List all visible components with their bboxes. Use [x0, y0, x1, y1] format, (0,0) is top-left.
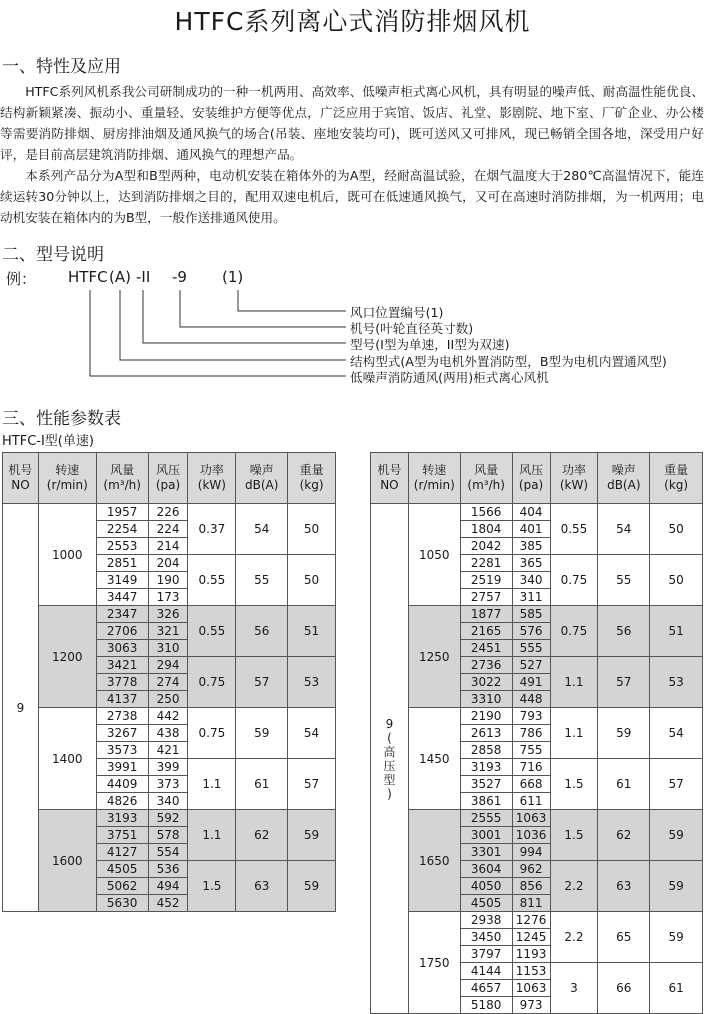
airflow-cell: 3193 — [96, 810, 148, 827]
airflow-cell: 2757 — [460, 589, 512, 606]
power-cell: 0.75 — [188, 657, 236, 708]
airflow-cell: 3991 — [96, 759, 148, 776]
airflow-cell: 2938 — [460, 912, 512, 929]
pressure-cell: 536 — [148, 861, 188, 878]
noise-cell: 55 — [598, 555, 650, 606]
pressure-cell: 554 — [148, 844, 188, 861]
table-row — [371, 810, 703, 827]
pressure-cell: 1036 — [512, 827, 550, 844]
machine-number-cell: 9 — [3, 504, 39, 912]
airflow-cell: 3447 — [96, 589, 148, 606]
performance-table-left — [2, 452, 336, 912]
airflow-cell: 3604 — [460, 861, 512, 878]
section-heading-model: 二、型号说明 — [2, 245, 104, 265]
table-row — [371, 912, 703, 929]
speed-cell: 1000 — [38, 504, 96, 606]
weight-cell: 59 — [650, 912, 703, 963]
power-cell: 1.1 — [550, 708, 598, 759]
pressure-cell: 399 — [148, 759, 188, 776]
power-cell: 0.55 — [550, 504, 598, 555]
pressure-cell: 452 — [148, 895, 188, 912]
airflow-cell: 4505 — [460, 895, 512, 912]
airflow-cell: 3149 — [96, 572, 148, 589]
airflow-cell: 2451 — [460, 640, 512, 657]
airflow-cell: 2347 — [96, 606, 148, 623]
pressure-cell: 321 — [148, 623, 188, 640]
table-row — [3, 606, 336, 623]
speed-cell: 1250 — [408, 606, 460, 708]
pressure-cell: 204 — [148, 555, 188, 572]
pressure-cell: 224 — [148, 521, 188, 538]
features-paragraph-2: 本系列产品分为A型和B型两种，电动机安装在箱体外的为A型，经耐高温试验，在烟气温度大于280℃高温情况下，能连续运转30分钟以上，达到消防排烟之目的，配用双速电机后，既可在低速通风换气，又可在高速时消防排烟，为一机两用；电动机安装在箱体内的为B型，一般作送排通风使用。 — [0, 168, 704, 225]
pressure-cell: 365 — [512, 555, 550, 572]
weight-cell: 54 — [650, 708, 703, 759]
model-part-outlet: (1) — [222, 268, 244, 286]
noise-cell: 56 — [598, 606, 650, 657]
weight-cell: 59 — [650, 861, 703, 912]
pressure-cell: 438 — [148, 725, 188, 742]
power-cell: 1.5 — [550, 759, 598, 810]
section-heading-performance: 三、性能参数表 — [2, 409, 121, 429]
legend-fan-number: 机号(叶轮直径英寸数) — [350, 321, 474, 336]
pressure-cell: 962 — [512, 861, 550, 878]
power-cell: 0.37 — [188, 504, 236, 555]
weight-cell: 53 — [650, 657, 703, 708]
weight-cell: 51 — [650, 606, 703, 657]
airflow-cell: 2519 — [460, 572, 512, 589]
column-header: 风量 (m³/h) — [96, 453, 148, 504]
noise-cell: 62 — [236, 810, 288, 861]
weight-cell: 59 — [650, 810, 703, 861]
airflow-cell: 3778 — [96, 674, 148, 691]
airflow-cell: 3421 — [96, 657, 148, 674]
pressure-cell: 578 — [148, 827, 188, 844]
airflow-cell: 3193 — [460, 759, 512, 776]
pressure-cell: 1063 — [512, 810, 550, 827]
airflow-cell: 4050 — [460, 878, 512, 895]
weight-cell: 57 — [288, 759, 336, 810]
noise-cell: 59 — [236, 708, 288, 759]
airflow-cell: 2851 — [96, 555, 148, 572]
airflow-cell: 3751 — [96, 827, 148, 844]
airflow-cell: 3797 — [460, 946, 512, 963]
airflow-cell: 1877 — [460, 606, 512, 623]
noise-cell: 63 — [236, 861, 288, 912]
airflow-cell: 5180 — [460, 997, 512, 1014]
power-cell: 0.55 — [188, 606, 236, 657]
speed-cell: 1650 — [408, 810, 460, 912]
noise-cell: 63 — [598, 861, 650, 912]
pressure-cell: 555 — [512, 640, 550, 657]
table-subtitle: HTFC-I型(单速) — [2, 434, 94, 449]
model-part-series: HTFC — [68, 268, 108, 286]
noise-cell: 62 — [598, 810, 650, 861]
noise-cell: 66 — [598, 963, 650, 1014]
pressure-cell: 527 — [512, 657, 550, 674]
noise-cell: 54 — [236, 504, 288, 555]
pressure-cell: 1153 — [512, 963, 550, 980]
weight-cell: 50 — [650, 555, 703, 606]
airflow-cell: 5062 — [96, 878, 148, 895]
airflow-cell: 3573 — [96, 742, 148, 759]
pressure-cell: 1276 — [512, 912, 550, 929]
speed-cell: 1750 — [408, 912, 460, 1014]
power-cell: 0.75 — [550, 606, 598, 657]
airflow-cell: 4409 — [96, 776, 148, 793]
table-row — [3, 504, 336, 521]
table-row — [3, 810, 336, 827]
pressure-cell: 385 — [512, 538, 550, 555]
airflow-cell: 1804 — [460, 521, 512, 538]
power-cell: 1.5 — [188, 861, 236, 912]
airflow-cell: 4137 — [96, 691, 148, 708]
table-row — [371, 606, 703, 623]
airflow-cell: 3450 — [460, 929, 512, 946]
column-header: 噪声 dB(A) — [598, 453, 650, 504]
airflow-cell: 3063 — [96, 640, 148, 657]
model-part-type: -II — [136, 268, 151, 286]
column-header: 风量 (m³/h) — [460, 453, 512, 504]
pressure-cell: 442 — [148, 708, 188, 725]
airflow-cell: 3267 — [96, 725, 148, 742]
airflow-cell: 2706 — [96, 623, 148, 640]
noise-cell: 59 — [598, 708, 650, 759]
weight-cell: 50 — [650, 504, 703, 555]
power-cell: 0.75 — [188, 708, 236, 759]
pressure-cell: 326 — [148, 606, 188, 623]
airflow-cell: 2553 — [96, 538, 148, 555]
weight-cell: 53 — [288, 657, 336, 708]
pressure-cell: 973 — [512, 997, 550, 1014]
legend-structure-form: 结构型式(A型为电机外置消防型，B型为电机内置通风型) — [350, 354, 667, 369]
pressure-cell: 592 — [148, 810, 188, 827]
column-header: 功率 (kW) — [550, 453, 598, 504]
pressure-cell: 994 — [512, 844, 550, 861]
power-cell: 1.1 — [188, 759, 236, 810]
pressure-cell: 294 — [148, 657, 188, 674]
noise-cell: 57 — [598, 657, 650, 708]
airflow-cell: 4657 — [460, 980, 512, 997]
example-label: 例： — [6, 270, 37, 288]
airflow-cell: 3301 — [460, 844, 512, 861]
column-header: 重量 (kg) — [288, 453, 336, 504]
weight-cell: 51 — [288, 606, 336, 657]
pressure-cell: 1245 — [512, 929, 550, 946]
speed-cell: 1050 — [408, 504, 460, 606]
speed-cell: 1600 — [38, 810, 96, 912]
pressure-cell: 494 — [148, 878, 188, 895]
speed-cell: 1200 — [38, 606, 96, 708]
airflow-cell: 2555 — [460, 810, 512, 827]
noise-cell: 56 — [236, 606, 288, 657]
power-cell: 1.1 — [188, 810, 236, 861]
airflow-cell: 5630 — [96, 895, 148, 912]
pressure-cell: 811 — [512, 895, 550, 912]
column-header: 功率 (kW) — [188, 453, 236, 504]
pressure-cell: 585 — [512, 606, 550, 623]
machine-number-cell: 9 ( 高 压 型 ) — [371, 504, 409, 1014]
pressure-cell: 340 — [512, 572, 550, 589]
pressure-cell: 786 — [512, 725, 550, 742]
speed-cell: 1400 — [38, 708, 96, 810]
column-header: 机号 NO — [3, 453, 39, 504]
weight-cell: 50 — [288, 504, 336, 555]
speed-cell: 1450 — [408, 708, 460, 810]
pressure-cell: 448 — [512, 691, 550, 708]
pressure-cell: 373 — [148, 776, 188, 793]
column-header: 转速 (r/min) — [408, 453, 460, 504]
airflow-cell: 3861 — [460, 793, 512, 810]
airflow-cell: 2042 — [460, 538, 512, 555]
legend-outlet-position: 风口位置编号(1) — [350, 305, 444, 320]
column-header: 重量 (kg) — [650, 453, 703, 504]
pressure-cell: 1063 — [512, 980, 550, 997]
pressure-cell: 250 — [148, 691, 188, 708]
pressure-cell: 404 — [512, 504, 550, 521]
features-paragraph-1: HTFC系列风机系我公司研制成功的一种一机两用、高效率、低噪声柜式离心风机，具有明显的噪声低、耐高温性能优良、结构新颖紧凑、振动小、重量轻、安装维护方便等优点，广泛应用于宾馆、饭店、礼堂、影剧院、地下室、厂矿企业、办公楼等需要消防排烟、厨房排油烟及通风换气的场合(吊装、座地安装均可)，既可送风又可排风，现已畅销全国各地，深受用户好评，是目前高层建筑消防排烟、通风换气的理想产品。 — [0, 84, 704, 162]
pressure-cell: 611 — [512, 793, 550, 810]
airflow-cell: 4505 — [96, 861, 148, 878]
pressure-cell: 421 — [148, 742, 188, 759]
table-row — [3, 708, 336, 725]
pressure-cell: 310 — [148, 640, 188, 657]
noise-cell: 54 — [598, 504, 650, 555]
column-header: 风压 (pa) — [512, 453, 550, 504]
noise-cell: 61 — [236, 759, 288, 810]
pressure-cell: 491 — [512, 674, 550, 691]
noise-cell: 65 — [598, 912, 650, 963]
pressure-cell: 793 — [512, 708, 550, 725]
airflow-cell: 1957 — [96, 504, 148, 521]
pressure-cell: 576 — [512, 623, 550, 640]
pressure-cell: 716 — [512, 759, 550, 776]
airflow-cell: 2738 — [96, 708, 148, 725]
section-heading-features: 一、特性及应用 — [2, 57, 121, 77]
table-row — [371, 708, 703, 725]
airflow-cell: 3527 — [460, 776, 512, 793]
airflow-cell: 2858 — [460, 742, 512, 759]
noise-cell: 57 — [236, 657, 288, 708]
weight-cell: 50 — [288, 555, 336, 606]
pressure-cell: 668 — [512, 776, 550, 793]
pressure-cell: 311 — [512, 589, 550, 606]
performance-table-right — [370, 452, 703, 1014]
airflow-cell: 4826 — [96, 793, 148, 810]
column-header: 噪声 dB(A) — [236, 453, 288, 504]
power-cell: 1.5 — [550, 810, 598, 861]
power-cell: 2.2 — [550, 861, 598, 912]
airflow-cell: 3001 — [460, 827, 512, 844]
airflow-cell: 2254 — [96, 521, 148, 538]
airflow-cell: 2190 — [460, 708, 512, 725]
pressure-cell: 1193 — [512, 946, 550, 963]
column-header: 机号 NO — [371, 453, 409, 504]
weight-cell: 59 — [288, 810, 336, 861]
table-row — [371, 504, 703, 521]
legend-model-type: 型号(I型为单速，II型为双速) — [350, 337, 510, 352]
power-cell: 0.55 — [188, 555, 236, 606]
airflow-cell: 3310 — [460, 691, 512, 708]
model-part-number: -9 — [172, 268, 187, 286]
legend-series-description: 低噪声消防通风(两用)柜式离心风机 — [350, 370, 549, 385]
weight-cell: 59 — [288, 861, 336, 912]
pressure-cell: 856 — [512, 878, 550, 895]
power-cell: 2.2 — [550, 912, 598, 963]
pressure-cell: 340 — [148, 793, 188, 810]
airflow-cell: 4144 — [460, 963, 512, 980]
pressure-cell: 190 — [148, 572, 188, 589]
pressure-cell: 755 — [512, 742, 550, 759]
airflow-cell: 2613 — [460, 725, 512, 742]
pressure-cell: 274 — [148, 674, 188, 691]
power-cell: 1.1 — [550, 657, 598, 708]
power-cell: 0.75 — [550, 555, 598, 606]
airflow-cell: 2736 — [460, 657, 512, 674]
model-part-structure: (A) — [109, 268, 131, 286]
power-cell: 3 — [550, 963, 598, 1014]
airflow-cell: 2281 — [460, 555, 512, 572]
airflow-cell: 3022 — [460, 674, 512, 691]
pressure-cell: 214 — [148, 538, 188, 555]
pressure-cell: 226 — [148, 504, 188, 521]
noise-cell: 61 — [598, 759, 650, 810]
airflow-cell: 2165 — [460, 623, 512, 640]
column-header: 转速 (r/min) — [38, 453, 96, 504]
pressure-cell: 401 — [512, 521, 550, 538]
weight-cell: 54 — [288, 708, 336, 759]
pressure-cell: 173 — [148, 589, 188, 606]
column-header: 风压 (pa) — [148, 453, 188, 504]
airflow-cell: 1566 — [460, 504, 512, 521]
page-title: HTFC系列离心式消防排烟风机 — [174, 7, 531, 36]
airflow-cell: 4127 — [96, 844, 148, 861]
weight-cell: 57 — [650, 759, 703, 810]
noise-cell: 55 — [236, 555, 288, 606]
weight-cell: 61 — [650, 963, 703, 1014]
